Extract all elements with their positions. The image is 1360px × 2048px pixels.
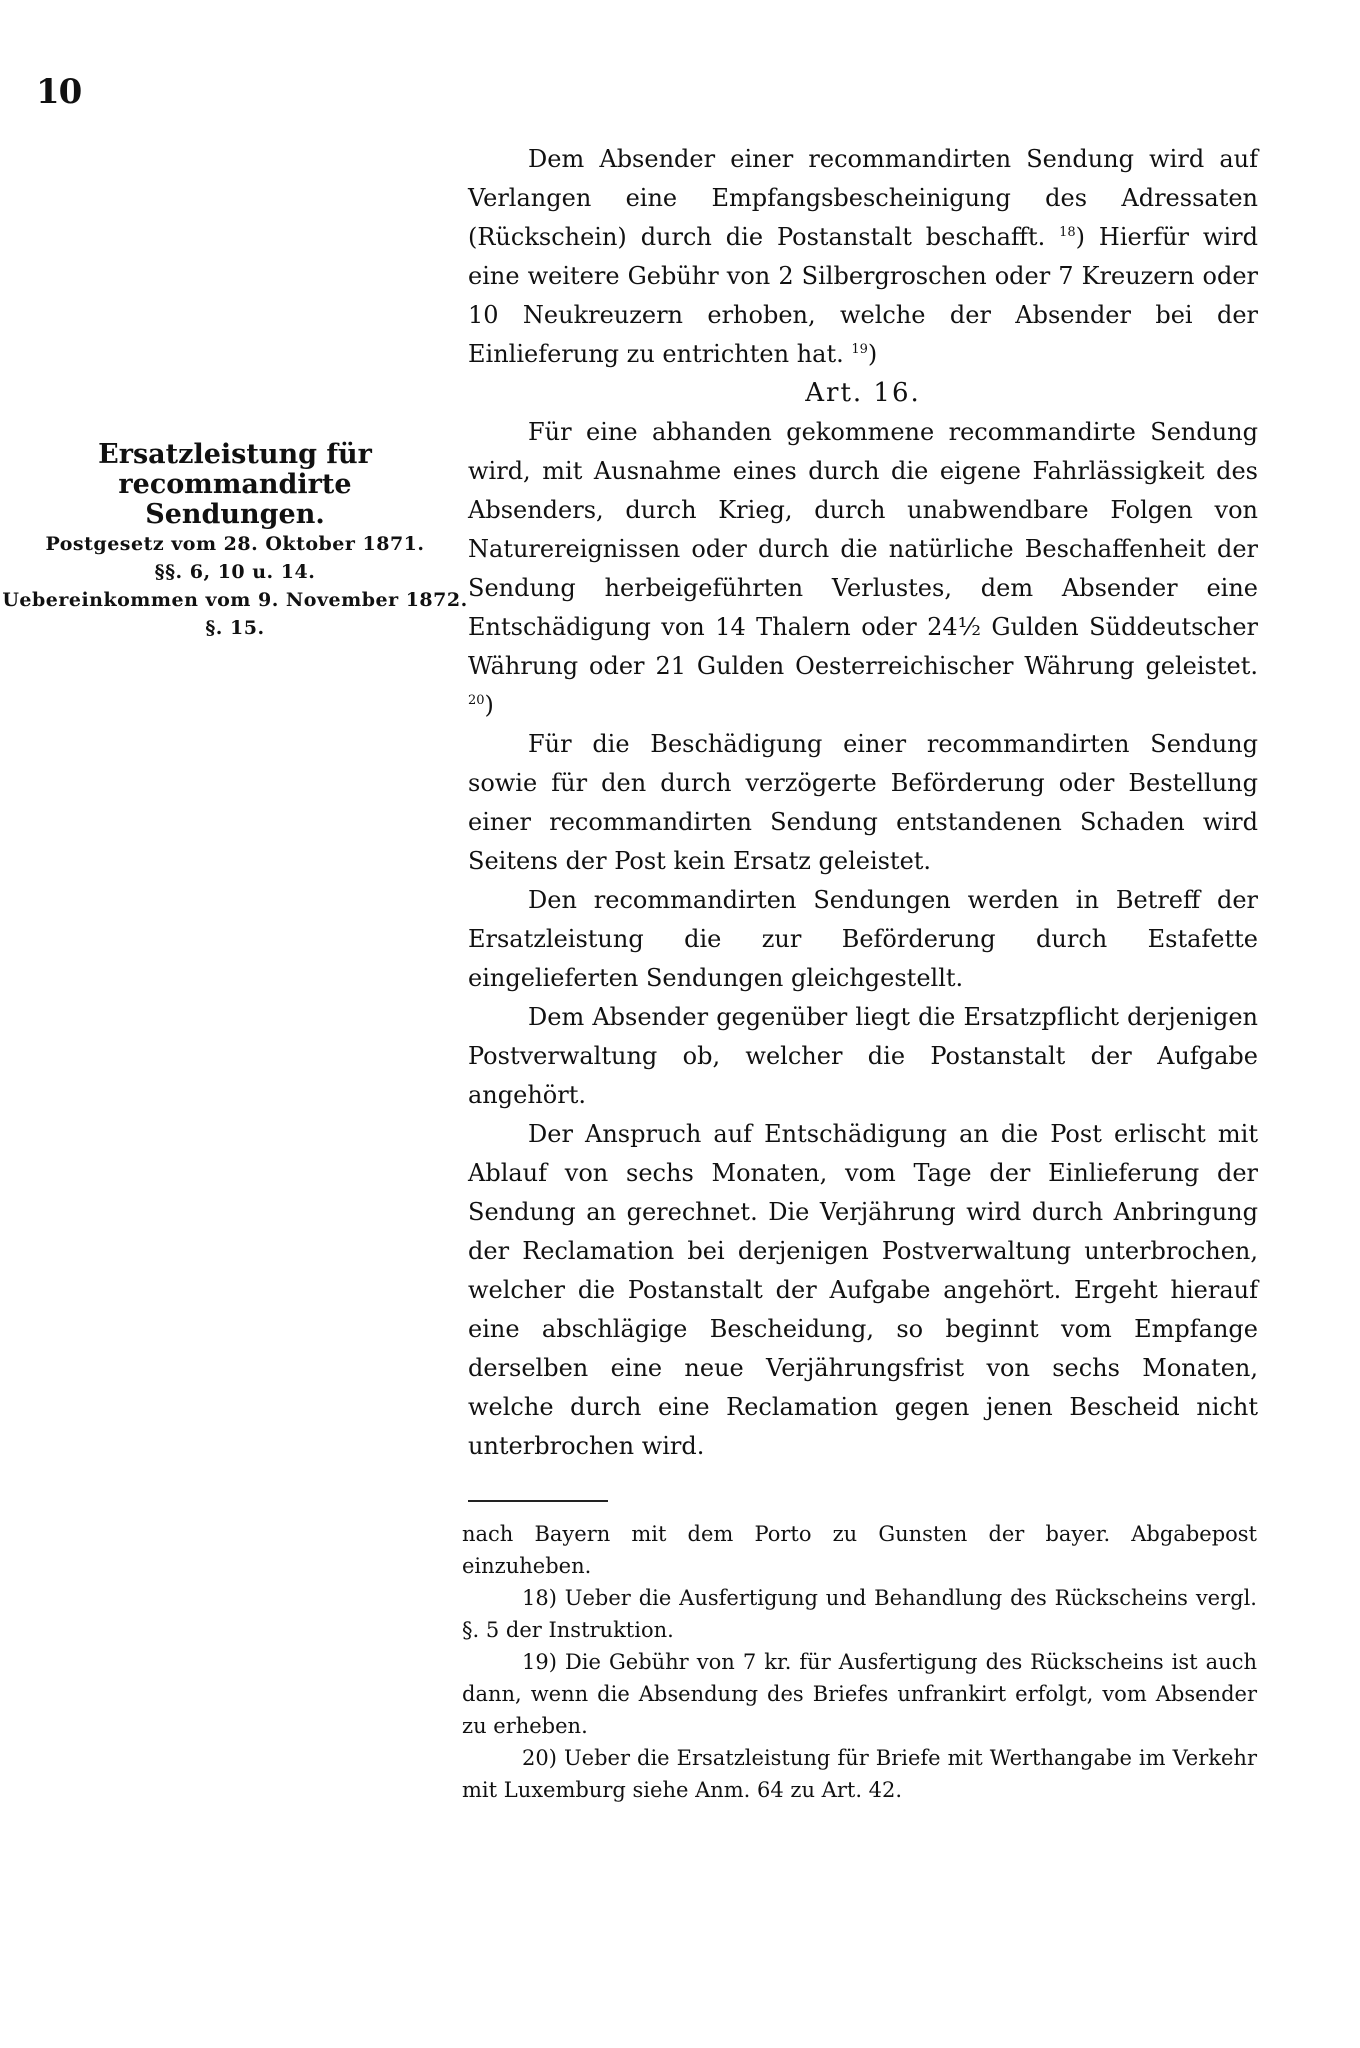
footnotes [462,1518,1257,1806]
footnote-continuation: nach Bayern mit dem Porto zu Gunsten der bayer. Abgabepost einzuheben. [462,1522,1257,1578]
page-number: 10 [36,72,82,112]
paragraph-text: ) [867,340,878,368]
footnote-ref-19[interactable]: 19 [851,342,868,357]
margin-heading-line-2: Sendungen. [145,499,325,530]
footnote-number: 20) [522,1746,557,1770]
footnote-number: 18) [522,1586,557,1610]
paragraph-text: ) [484,691,494,719]
margin-ref: Postgesetz vom 28. Oktober 1871. [45,533,425,555]
footnote-ref-18[interactable]: 18 [1059,225,1076,240]
article-paragraph: Für die Beschädigung einer recommandirten Sendung sowie für den durch verzögerte Beförderung oder Bestellung einer recommandirten Sendung entstandenen Schaden wird Seitens der Post kein Ersatz geleistet. [468,730,1258,875]
article-title: Art. 16. [805,378,921,408]
paragraph-text: Für eine abhanden gekommene recommandirte Sendung wird, mit Ausnahme eines durch die eigene Fahrlässigkeit des Absenders, durch Krieg, durch unabwendbare Folgen von Naturereignissen oder durch die natürliche Beschaffenheit der Sendung herbeigeführten Verlustes, dem Absender eine Entschädigung von 14 Thalern oder 24½ Gulden Süddeutscher Währung oder 21 Gulden Oesterreichischer Währung geleistet. [468,418,1258,680]
footnote-ref-20[interactable]: 20 [468,693,485,708]
article-paragraph: Der Anspruch auf Entschädigung an die Post erlischt mit Ablauf von sechs Monaten, vom Tage der Einlieferung der Sendung an gerechnet. Die Verjährung wird durch Anbringung der Reclamation bei derjenigen Postverwaltung unterbrochen, welcher die Postanstalt der Aufgabe angehört. Ergeht hierauf eine abschlägige Bescheidung, so beginnt vom Empfange derselben eine neue Verjährungsfrist von sechs Monaten, welche durch eine Reclamation gegen jenen Bescheid nicht unterbrochen wird. [468,1120,1258,1460]
footnote-text: Ueber die Ausfertigung und Behandlung des Rückscheins vergl. §. 5 der Instruktion. [462,1586,1257,1642]
margin-note [0,440,470,642]
margin-ref: §§. 6, 10 u. 14. [154,561,316,583]
paragraph-text: ) Hierfür wird eine weitere Gebühr von 2 Silbergroschen oder 7 Kreuzern oder 10 Neukreuzern erhoben, welche der Absender bei der Einlieferung zu entrichten hat. [468,223,1258,368]
paragraph-text: Dem Absender einer recommandirten Sendung wird auf Verlangen eine Empfangsbescheinigung des Adressaten (Rückschein) durch die Postanstalt beschafft. [468,145,1258,251]
footnote-text: Die Gebühr von 7 kr. für Ausfertigung des Rückscheins ist auch dann, wenn die Absendung des Briefes unfrankirt erfolgt, vom Absender zu erheben. [462,1650,1257,1738]
margin-heading-line-1: Ersatzleistung für recommandirte [98,439,372,500]
footnote-19 [462,1646,1257,1742]
margin-ref: Uebereinkommen vom 9. November 1872. [2,589,468,611]
footnote-18 [462,1582,1257,1646]
intro-paragraph [468,140,1258,374]
main-text [468,140,1258,1466]
footnote-20 [462,1742,1257,1806]
footnote-divider [468,1500,608,1502]
footnote-number: 19) [522,1650,557,1674]
margin-ref: §. 15. [205,617,265,639]
article-paragraph: Den recommandirten Sendungen werden in Betreff der Ersatzleistung die zur Beförderung durch Estafette eingelieferten Sendungen gleichgestellt. [468,886,1258,992]
article-paragraph: Dem Absender gegenüber liegt die Ersatzpflicht derjenigen Postverwaltung ob, welcher die Postanstalt der Aufgabe angehört. [468,1003,1258,1109]
article-paragraph [468,413,1258,725]
footnote-text: Ueber die Ersatzleistung für Briefe mit Werthangabe im Verkehr mit Luxemburg siehe Anm. 64 zu Art. 42. [462,1746,1257,1802]
